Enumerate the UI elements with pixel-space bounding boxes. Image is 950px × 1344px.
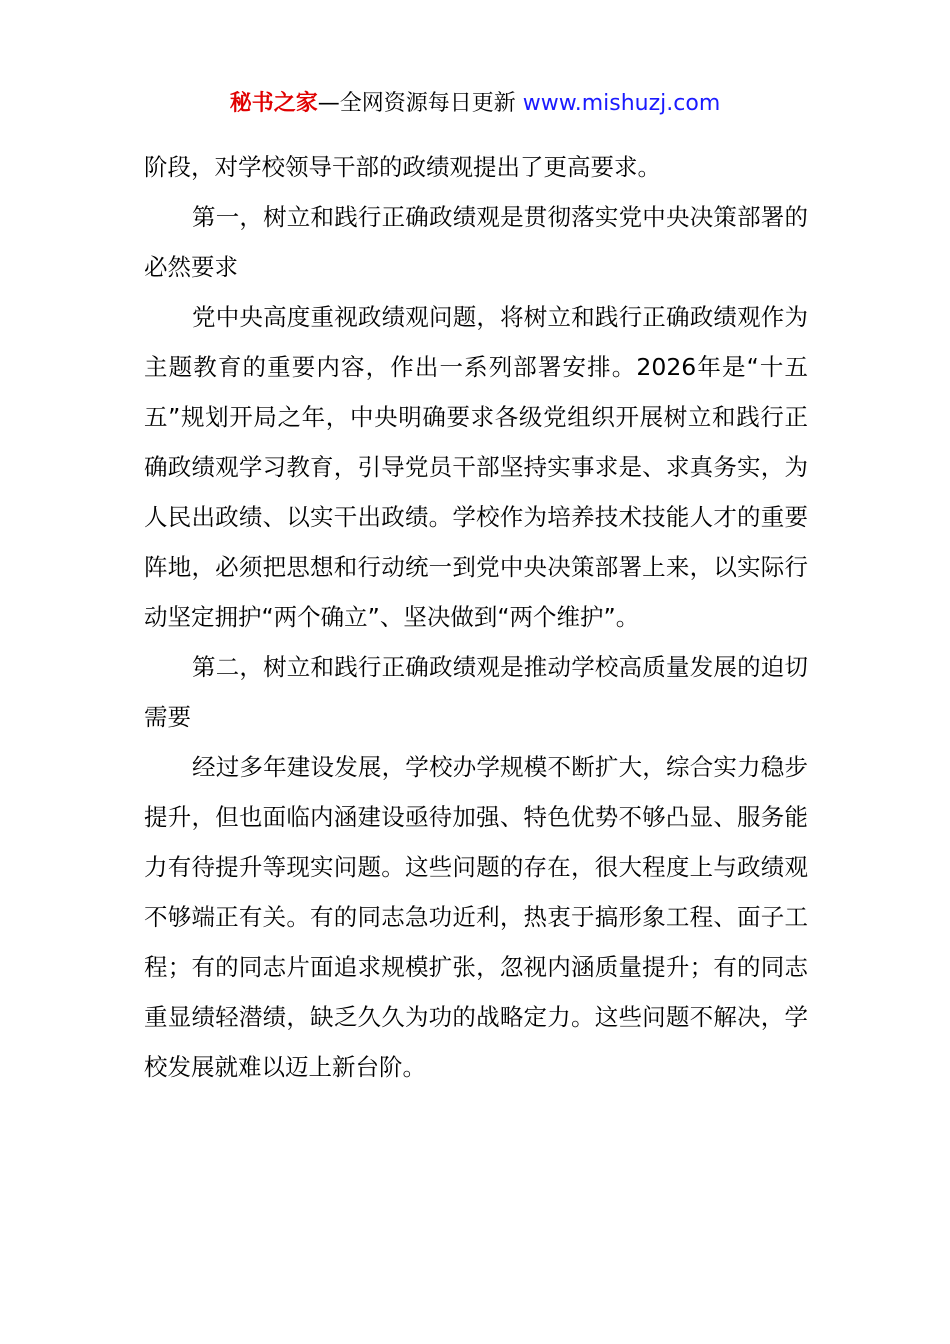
document-body bbox=[144, 142, 808, 1092]
paragraph-second-section-body: 经过多年建设发展，学校办学规模不断扩大，综合实力稳步提升，但也面临内涵建设亟待加强、特色优势不够凸显、服务能力有待提升等现实问题。这些问题的存在，很大程度上与政绩观不够端正有关。有的同志急功近利，热衷于搞形象工程、面子工程；有的同志片面追求规模扩张，忽视内涵质量提升；有的同志重显绩轻潜绩，缺乏久久为功的战略定力。这些问题不解决，学校发展就难以迈上新台阶。 bbox=[144, 753, 808, 1081]
section-heading-second: 第二，树立和践行正确政绩观是推动学校高质量发展的迫切需要 bbox=[144, 653, 808, 731]
header-tagline: —全网资源每日更新 bbox=[317, 91, 523, 116]
paragraph-first-section-body: 党中央高度重视政绩观问题，将树立和践行正确政绩观作为主题教育的重要内容，作出一系列部署安排。2026年是“十五五”规划开局之年，中央明确要求各级党组织开展树立和践行正确政绩观学习教育，引导党员干部坚持实事求是、求真务实，为人民出政绩、以实干出政绩。学校作为培养技术技能人才的重要阵地，必须把思想和行动统一到党中央决策部署上来，以实际行动坚定拥护“两个确立”、坚决做到“两个维护”。 bbox=[144, 303, 808, 631]
section-heading-first: 第一，树立和践行正确政绩观是贯彻落实党中央决策部署的必然要求 bbox=[144, 203, 808, 281]
brand-name: 秘书之家 bbox=[229, 91, 318, 116]
paragraph-continuation: 阶段，对学校领导干部的政绩观提出了更高要求。 bbox=[144, 153, 661, 181]
site-url-link[interactable]: www.mishuzj.com bbox=[522, 91, 721, 116]
page-header bbox=[0, 88, 950, 120]
